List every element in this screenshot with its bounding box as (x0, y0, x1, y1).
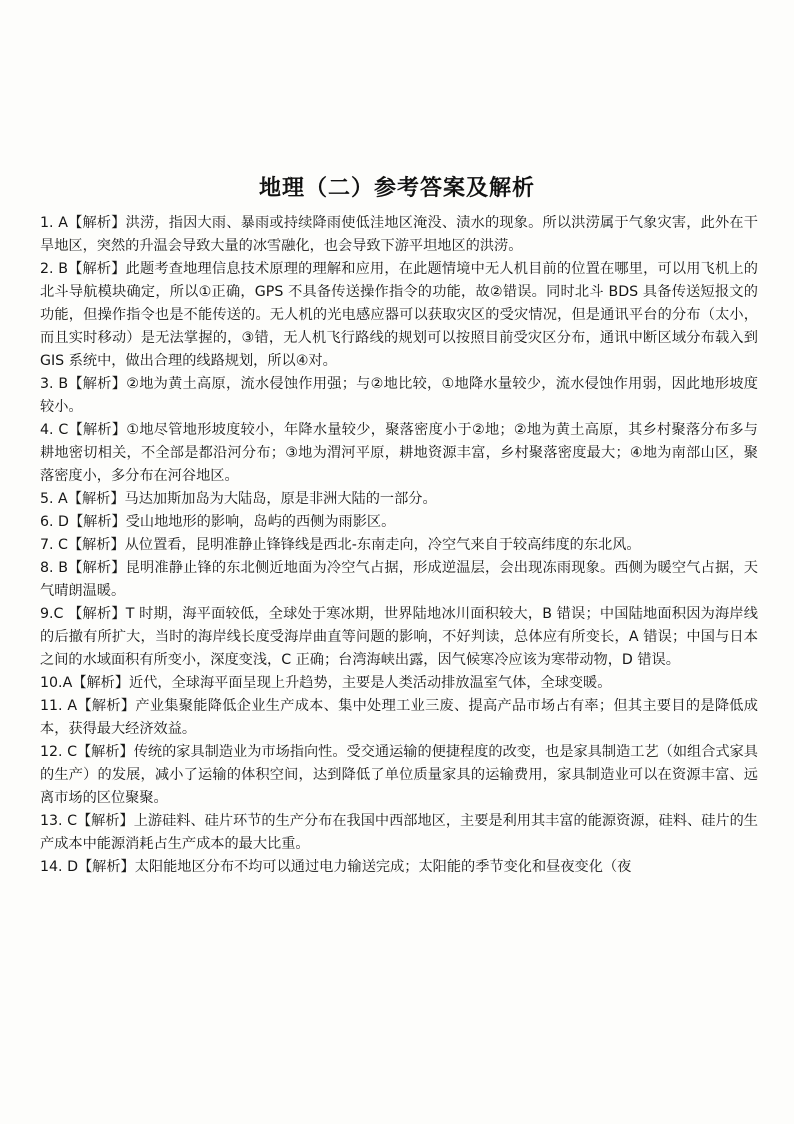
answer-item-14: 14. D【解析】太阳能地区分布不均可以通过电力输送完成；太阳能的季节变化和昼夜变化（夜 (40, 859, 632, 875)
answer-item-13: 13. C【解析】上游硅料、硅片环节的生产分布在我国中西部地区，主要是利用其丰富的能源资源，硅料、硅片的生产成本中能源消耗占生产成本的最大比重。 (40, 813, 758, 852)
answer-list (40, 212, 758, 879)
answer-item-1: 1. A【解析】洪涝，指因大雨、暴雨或持续降雨使低洼地区淹没、渍水的现象。所以洪涝属于气象灾害，此外在干旱地区，突然的升温会导致大量的冰雪融化，也会导致下游平坦地区的洪涝。 (40, 215, 758, 254)
answer-item-6: 6. D【解析】受山地地形的影响，岛屿的西侧为雨影区。 (40, 514, 396, 530)
answer-item-12: 12. C【解析】传统的家具制造业为市场指向性。受交通运输的便捷程度的改变，也是家具制造工艺（如组合式家具的生产）的发展，减小了运输的体积空间，达到降低了单位质量家具的运输费用，家具制造业可以在资源丰富、远离市场的区位聚聚。 (40, 744, 758, 806)
page-title: 地理（二）参考答案及解析 (258, 176, 535, 201)
answer-item-11: 11. A【解析】产业集聚能降低企业生产成本、集中处理工业三废、提高产品市场占有率；但其主要目的是降低成本，获得最大经济效益。 (40, 698, 758, 737)
answer-item-3: 3. B【解析】②地为黄土高原，流水侵蚀作用强；与②地比较，①地降水量较少，流水侵蚀作用弱，因此地形坡度较小。 (40, 376, 758, 415)
answer-item-2: 2. B【解析】此题考查地理信息技术原理的理解和应用，在此题情境中无人机目前的位置在哪里，可以用飞机上的北斗导航模块确定，所以①正确，GPS 不具备传送操作指令的功能，故②错误。同时北斗 BDS 具备传送短报文的功能，但操作指令也是不能传送的。无人机的光电感应器可以获取灾区的受灾情况，但是通讯平台的分布（太小，而且实时移动）是无法掌握的，③错，无人机飞行路线的规划可以按照目前受灾区分布，通讯中断区域分布载入到 GIS 系统中，做出合理的线路规划，所以④对。 (40, 261, 758, 369)
answer-item-8: 8. B【解析】昆明准静止锋的东北侧近地面为冷空气占据，形成逆温层，会出现冻雨现象。西侧为暖空气占据，天气晴朗温暖。 (40, 560, 758, 599)
answer-item-4: 4. C【解析】①地尽管地形坡度较小，年降水量较少，聚落密度小于②地；②地为黄土高原，其乡村聚落分布多与耕地密切相关，不全部是都沿河分布；③地为渭河平原，耕地资源丰富，乡村聚落密度最大；④地为南部山区，聚落密度小，多分布在河谷地区。 (40, 422, 758, 484)
answer-item-5: 5. A【解析】马达加斯加岛为大陆岛，原是非洲大陆的一部分。 (40, 491, 437, 507)
answer-item-10: 10.A【解析】近代，全球海平面呈现上升趋势，主要是人类活动排放温室气体，全球变暖。 (40, 675, 612, 691)
answer-item-9: 9.C 【解析】T 时期，海平面较低，全球处于寒冰期，世界陆地冰川面积较大，B 错误；中国陆地面积因为海岸线的后撤有所扩大，当时的海岸线长度受海岸曲直等问题的影响，不好判读，总体应有所变长，A 错误；中国与日本之间的水域面积有所变小，深度变浅，C 正确；台湾海峡出露，因气候寒冷应该为寒带动物，D 错误。 (40, 606, 758, 668)
answer-item-7: 7. C【解析】从位置看，昆明准静止锋锋线是西北-东南走向，冷空气来自于较高纬度的东北风。 (40, 537, 641, 553)
